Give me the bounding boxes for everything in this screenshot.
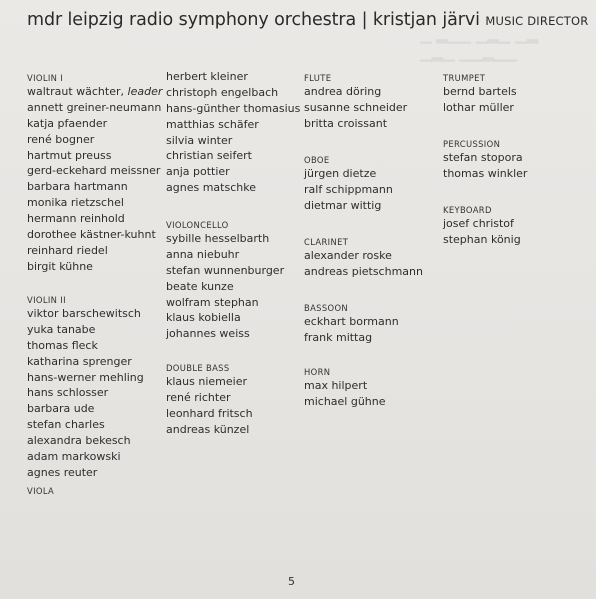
member-name: thomas winkler	[443, 166, 528, 180]
member-name: silvia winter	[166, 133, 233, 147]
member-list	[304, 378, 386, 410]
member-name: viktor barschewitsch	[27, 307, 141, 320]
section-oboe	[304, 154, 393, 214]
section-heading: CLARINET	[304, 237, 349, 247]
member-name: lothar müller	[443, 100, 514, 114]
section-heading: KEYBOARD	[443, 205, 492, 215]
member-name: andreas künzel	[166, 422, 250, 436]
show-through-text: ▁ ▂▁▁ ▁▂▁ ▁▂ ▁▂▁ ▁▁▂▁▁	[420, 26, 539, 62]
member-name: hermann reinhold	[27, 212, 125, 226]
member-list	[27, 84, 162, 275]
member-name-with-role	[27, 84, 162, 100]
member-name: beate kunze	[166, 279, 234, 293]
member-name: katja pfaender	[27, 116, 108, 130]
member-list	[443, 150, 527, 182]
member-name: dietmar wittig	[304, 198, 382, 212]
section-viola-members	[166, 69, 300, 196]
member-name: annett greiner-neumann	[27, 100, 162, 114]
member-name: stephan könig	[443, 232, 521, 246]
member-name: katharina sprenger	[27, 354, 132, 368]
member-list	[304, 314, 399, 346]
member-name: reinhard riedel	[27, 243, 108, 257]
member-list	[166, 374, 253, 438]
member-name: rené richter	[166, 390, 231, 404]
member-name: adam markowski	[27, 450, 121, 464]
section-double-bass	[166, 362, 253, 438]
member-name: hans schlosser	[27, 386, 109, 400]
section-heading: DOUBLE BASS	[166, 363, 230, 373]
member-list	[166, 231, 284, 342]
member-name: christian seifert	[166, 149, 252, 163]
member-name: agnes matschke	[166, 181, 256, 195]
member-name: alexandra bekesch	[27, 434, 131, 448]
member-name: sybille hesselbarth	[166, 232, 270, 245]
section-heading: HORN	[304, 367, 331, 377]
section-heading: VIOLA	[27, 486, 55, 496]
member-name: andreas pietschmann	[304, 264, 423, 278]
section-heading: BASSOON	[304, 303, 349, 313]
member-name: bernd bartels	[443, 85, 517, 98]
member-name: hans-günther thomasius	[166, 101, 301, 115]
section-violin-1	[27, 72, 162, 275]
member-name: andrea döring	[304, 85, 382, 98]
member-name: stefan stopora	[443, 151, 523, 164]
orchestra-title: mdr leipzig radio symphony orchestra | kristjan järvi	[27, 10, 480, 30]
member-name: anna niebuhr	[166, 247, 240, 261]
member-name: anja pottier	[166, 165, 230, 179]
member-name: matthias schäfer	[166, 117, 259, 131]
section-heading: PERCUSSION	[443, 139, 501, 149]
member-name: barbara hartmann	[27, 180, 128, 194]
member-name: johannes weiss	[166, 327, 250, 341]
member-name: leonhard fritsch	[166, 406, 253, 420]
section-violoncello	[166, 219, 284, 342]
section-trumpet	[443, 72, 517, 116]
member-name: thomas fleck	[27, 338, 98, 352]
member-name: jürgen dietze	[304, 167, 377, 180]
section-clarinet	[304, 236, 423, 280]
member-list	[443, 84, 517, 116]
section-bassoon	[304, 302, 399, 346]
member-name: stefan wunnenburger	[166, 263, 285, 277]
section-flute	[304, 72, 407, 132]
member-list	[304, 84, 407, 132]
member-name: michael gühne	[304, 394, 386, 408]
section-violin-2	[27, 294, 144, 481]
member-name: gerd-eckehard meissner	[27, 164, 161, 178]
member-list	[166, 69, 300, 196]
member-name: hartmut preuss	[27, 148, 112, 162]
page-number: 5	[288, 575, 295, 588]
member-list	[443, 216, 521, 248]
member-name: herbert kleiner	[166, 70, 248, 83]
member-name: eckhart bormann	[304, 315, 399, 328]
section-heading: VIOLONCELLO	[166, 220, 229, 230]
member-name: josef christof	[443, 217, 514, 230]
section-heading: FLUTE	[304, 73, 332, 83]
member-name: klaus niemeier	[166, 375, 247, 388]
member-name: agnes reuter	[27, 465, 98, 479]
member-name: monika rietzschel	[27, 196, 124, 210]
member-name: ralf schippmann	[304, 182, 393, 196]
member-name: rené bogner	[27, 132, 95, 146]
member-name: alexander roske	[304, 249, 392, 262]
member-name: wolfram stephan	[166, 295, 259, 309]
member-name: klaus kobiella	[166, 311, 241, 325]
member-name: yuka tanabe	[27, 322, 96, 336]
section-viola	[27, 485, 54, 497]
member-list	[27, 306, 144, 481]
section-percussion	[443, 138, 527, 182]
member-name: hans-werner mehling	[27, 370, 144, 384]
section-keyboard	[443, 204, 521, 248]
member-list	[304, 248, 423, 280]
page-title	[27, 10, 588, 30]
section-heading: VIOLIN II	[27, 295, 66, 305]
section-horn	[304, 366, 386, 410]
member-name: birgit kühne	[27, 259, 93, 273]
leader-note: leader	[127, 85, 163, 98]
section-heading: TRUMPET	[443, 73, 486, 83]
member-name: max hilpert	[304, 379, 368, 392]
music-director-label: MUSIC DIRECTOR	[485, 14, 589, 28]
member-name: waltraut wächter,	[27, 85, 125, 98]
member-name: frank mittag	[304, 330, 373, 344]
member-name: britta croissant	[304, 116, 388, 130]
member-name: barbara ude	[27, 402, 95, 416]
member-name: susanne schneider	[304, 100, 408, 114]
section-heading: VIOLIN I	[27, 73, 64, 83]
member-name: dorothee kästner-kuhnt	[27, 228, 156, 242]
section-heading: OBOE	[304, 155, 330, 165]
member-name: christoph engelbach	[166, 85, 279, 99]
member-name: stefan charles	[27, 418, 105, 432]
member-list	[304, 166, 393, 214]
